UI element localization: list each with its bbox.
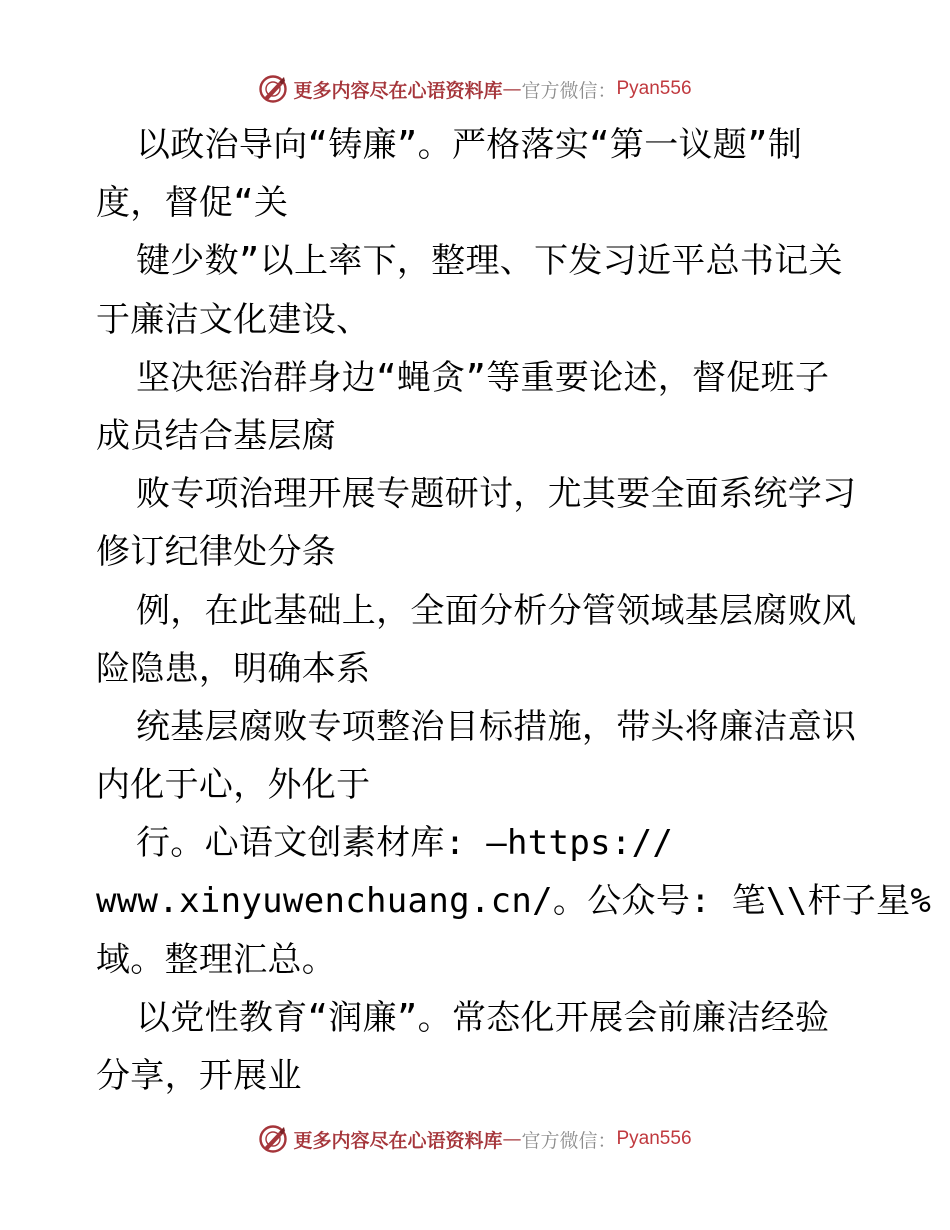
text-line: 坚决惩治群身边“蝇贪”等重要论述，督促班子: [136, 357, 830, 398]
watermark-wechat-label: 官方微信：: [521, 1129, 617, 1152]
pen-logo-icon: [258, 74, 288, 104]
text-line: 以政治导向“铸廉”。严格落实“第一议题”制: [136, 125, 803, 165]
text-line: 于廉洁文化建设、: [96, 299, 371, 340]
document-body: [96, 116, 932, 1105]
text-line: 险隐患，明确本系: [96, 648, 371, 689]
watermark-main-text: 更多内容尽在心语资料库: [293, 1129, 503, 1152]
text-line: www.xinyuwenchuang.cn/。公众号: 笔\\杆子星%: [96, 881, 932, 922]
text-line: 键少数”以上率下，整理、下发习近平总书记关: [136, 241, 843, 282]
text-line: 域。整理汇总。: [96, 939, 337, 980]
watermark-separator: —: [502, 1128, 522, 1150]
text-line: 成员结合基层腐: [96, 415, 337, 456]
text-line: 败专项治理开展专题研讨，尤其要全面系统学习: [136, 474, 857, 515]
text-line: 以党性教育“润廉”。常态化开展会前廉洁经验: [136, 997, 830, 1038]
watermark-main-text: 更多内容尽在心语资料库: [293, 79, 503, 102]
text-line: 修订纪律处分条: [96, 532, 337, 573]
watermark-wechat-id: Pyan556: [616, 78, 692, 99]
text-line: 统基层腐败专项整治目标措施，带头将廉洁意识: [136, 706, 857, 747]
pen-logo-icon: [258, 1124, 288, 1154]
text-line: 例，在此基础上，全面分析分管领域基层腐败风: [136, 590, 857, 631]
watermark-separator: —: [502, 78, 522, 100]
text-line: 分享，开展业: [96, 1056, 302, 1096]
watermark-wechat-label: 官方微信：: [521, 79, 617, 102]
text-line: 度，督促“关: [96, 183, 289, 224]
watermark-wechat-id: Pyan556: [616, 1128, 692, 1149]
text-line: 行。心语文创素材库: —https://: [136, 823, 674, 864]
header-watermark: [0, 71, 950, 107]
footer-watermark: [0, 1121, 950, 1157]
text-line: 内化于心，外化于: [96, 765, 371, 806]
